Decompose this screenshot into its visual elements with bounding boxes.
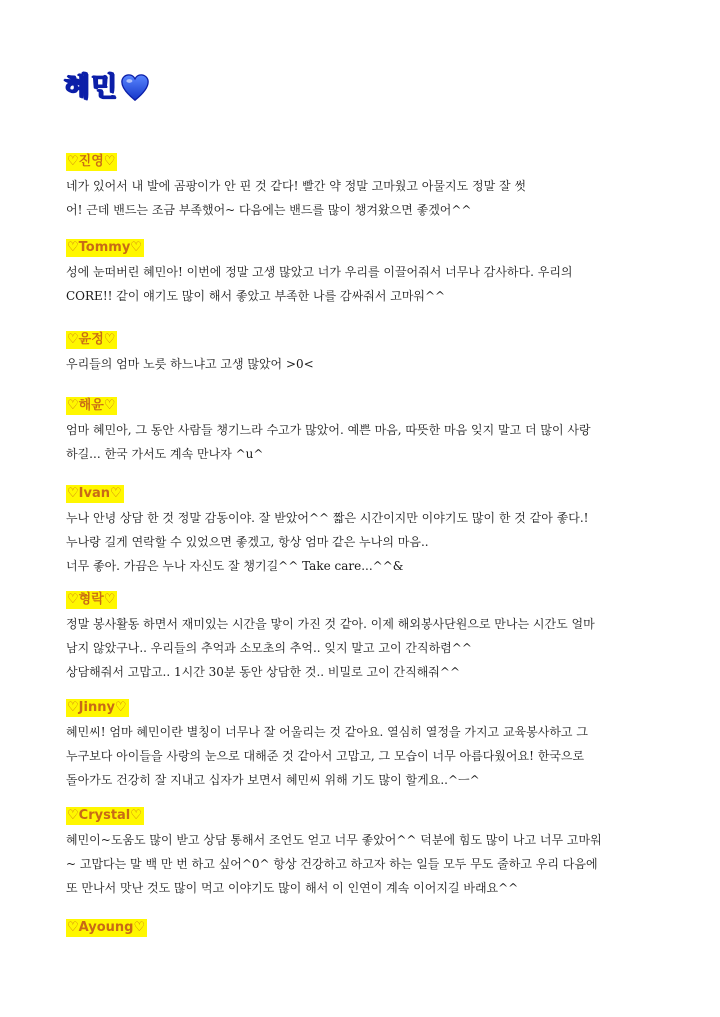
message-section: [66, 152, 656, 222]
author-name-tag: ♡형락♡: [67, 592, 116, 607]
message-line: 또 만나서 맛난 것도 많이 먹고 이야기도 많이 해서 이 인연이 계속 이어지길 바래요^^: [66, 881, 519, 895]
author-name-tag: ♡Ivan♡: [67, 486, 122, 501]
message-body: [66, 352, 656, 376]
author-name-tag: ♡윤정♡: [67, 332, 116, 347]
title-text: 혜민: [64, 72, 119, 103]
message-body: [66, 612, 656, 684]
message-line: 혜민씨! 엄마 혜민이란 별칭이 너무나 잘 어울리는 것 같아요. 열심히 열정을 가지고 교육봉사하고 그: [66, 725, 588, 739]
author-name-tag: ♡Jinny♡: [67, 700, 127, 715]
message-section: [66, 238, 656, 308]
message-section: [66, 330, 656, 376]
message-section: [66, 806, 656, 900]
message-body: [66, 720, 656, 792]
message-body: [66, 506, 656, 578]
message-line: 엄마 혜민아, 그 동안 사람들 챙기느라 수고가 많았어. 예쁜 마음, 따뜻한 마음 잊지 말고 더 많이 사랑: [66, 423, 591, 437]
message-line: 돌아가도 건강히 잘 지내고 십자가 보면서 혜민씨 위해 기도 많이 할게요..^ㅡ^: [66, 773, 480, 787]
message-line: 누나랑 길게 연락할 수 있었으면 좋겠고, 항상 엄마 같은 누나의 마음..: [66, 535, 429, 549]
message-line: 누구보다 아이들을 사랑의 눈으로 대해준 것 같아서 고맙고, 그 모습이 너무 아름다웠어요! 한국으로: [66, 749, 585, 763]
author-name-tag: ♡Ayoung♡: [67, 920, 146, 935]
message-body: [66, 260, 656, 308]
message-section: [66, 918, 656, 937]
message-line: 누나 안녕 상담 한 것 정말 감동이야. 잘 받았어^^ 짧은 시간이지만 이야기도 많이 한 것 같아 좋다.!: [66, 511, 589, 525]
message-line: 혜민이~도움도 많이 받고 상담 통해서 조언도 얻고 너무 좋았어^^ 덕분에 힘도 많이 나고 너무 고마워: [66, 833, 602, 847]
message-body: [66, 418, 656, 466]
message-line: 너무 좋아. 가끔은 누나 자신도 잘 챙기길^^ Take care...^^&: [66, 559, 404, 573]
message-section: [66, 590, 656, 684]
message-line: CORE!! 같이 얘기도 많이 해서 좋았고 부족한 나를 감싸줘서 고마워^^: [66, 289, 446, 303]
message-line: 우리들의 엄마 노릇 하느냐고 고생 많았어 >0<: [66, 357, 314, 371]
author-name-tag: ♡Tommy♡: [67, 240, 142, 255]
message-section: [66, 396, 656, 466]
message-line: 성에 눈떠버린 혜민아! 이번에 정말 고생 많았고 너가 우리를 이끌어줘서 너무나 감사하다. 우리의: [66, 265, 573, 279]
author-name-tag: ♡해윤♡: [67, 398, 116, 413]
message-body: [66, 828, 656, 900]
message-line: ~ 고맙다는 말 백 만 번 하고 싶어^0^ 항상 건강하고 하고자 하는 일들 모두 무도 줄하고 우리 다음에: [66, 857, 598, 871]
message-line: 상담해줘서 고맙고.. 1시간 30분 동안 상담한 것.. 비밀로 고이 간직해줘^^: [66, 665, 460, 679]
heart-icon: [120, 73, 150, 103]
message-line: 하길... 한국 가서도 계속 만나자 ^u^: [66, 447, 264, 461]
message-body: [66, 174, 656, 222]
message-line: 남지 않았구나.. 우리들의 추억과 소모초의 추억.. 잊지 말고 고이 간직하렴^^: [66, 641, 472, 655]
message-line: 어! 근데 밴드는 조금 부족했어~ 다음에는 밴드를 많이 챙겨왔으면 좋겠어^^: [66, 203, 472, 217]
page-title: [64, 70, 150, 106]
message-section: [66, 698, 656, 792]
message-section: [66, 484, 656, 578]
message-line: 정말 봉사활동 하면서 재미있는 시간을 맣이 가진 것 같아. 이제 해외봉사단원으로 만나는 시간도 얼마: [66, 617, 595, 631]
message-line: 네가 있어서 내 발에 곰팡이가 안 핀 것 같다! 빨간 약 정말 고마웠고 아물지도 정말 잘 썻: [66, 179, 526, 193]
author-name-tag: ♡Crystal♡: [67, 808, 142, 823]
author-name-tag: ♡진영♡: [67, 154, 116, 169]
